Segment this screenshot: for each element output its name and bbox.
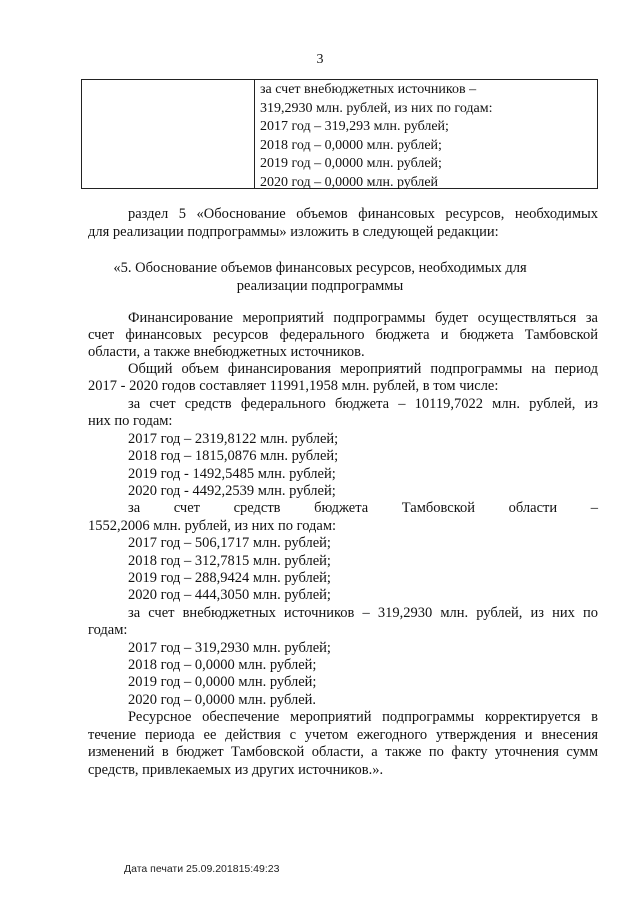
- year-line: 2017 год – 2319,8122 млн. рублей;: [128, 431, 339, 447]
- paragraph-line: области, а также внебюджетных источников.: [88, 344, 365, 360]
- year-line: 2020 год – 0,0000 млн. рублей.: [128, 692, 317, 708]
- paragraph-line: годам:: [88, 622, 128, 638]
- table-line: за счет внебюджетных источников –: [260, 82, 477, 97]
- paragraph-line: за счет средств федерального бюджета – 10119,7022 млн. рублей, из: [128, 396, 598, 412]
- intro-line: для реализации подпрограммы» изложить в следующей редакции:: [88, 224, 499, 240]
- paragraph-line: Финансирование мероприятий подпрограммы будет осуществляться за: [128, 310, 598, 326]
- year-line: 2019 год – 0,0000 млн. рублей;: [128, 674, 317, 690]
- year-line: 2018 год – 1815,0876 млн. рублей;: [128, 448, 339, 464]
- table-line: 2017 год – 319,293 млн. рублей;: [260, 119, 449, 134]
- paragraph-line: 1552,2006 млн. рублей, из них по годам:: [88, 518, 337, 534]
- year-line: 2020 год – 444,3050 млн. рублей;: [128, 587, 331, 603]
- table-right-cell: [255, 80, 597, 188]
- print-date: Дата печати 25.09.201815:49:23: [124, 863, 280, 875]
- table-line: 2020 год – 0,0000 млн. рублей: [260, 174, 439, 190]
- table-line: 319,2930 млн. рублей, из них по годам:: [260, 100, 493, 116]
- paragraph-line: за счет внебюджетных источников – 319,2930 млн. рублей, из них по: [128, 605, 598, 621]
- page-number: 3: [316, 52, 324, 67]
- year-line: 2020 год - 4492,2539 млн. рублей;: [128, 483, 336, 499]
- year-line: 2018 год – 312,7815 млн. рублей;: [128, 553, 331, 569]
- year-line: 2017 год – 319,2930 млн. рублей;: [128, 640, 331, 656]
- paragraph-line: за счет средств бюджета Тамбовской области –: [128, 500, 598, 516]
- paragraph-line: Ресурсное обеспечение мероприятий подпрограммы корректируется в: [128, 709, 598, 725]
- paragraph-line: них по годам:: [88, 413, 173, 429]
- financing-table: [81, 79, 598, 189]
- paragraph-line: изменений в бюджет Тамбовской области, а также по факту уточнения сумм: [88, 744, 598, 760]
- table-left-cell: [82, 80, 255, 188]
- paragraph-line: течение периода ее действия с учетом ежегодного утверждения и внесения: [88, 727, 598, 743]
- paragraph-line: средств, привлекаемых из других источников.».: [88, 762, 384, 778]
- year-line: 2017 год – 506,1717 млн. рублей;: [128, 535, 331, 551]
- year-line: 2018 год – 0,0000 млн. рублей;: [128, 657, 317, 673]
- year-line: 2019 год - 1492,5485 млн. рублей;: [128, 466, 336, 482]
- section-heading: «5. Обоснование объемов финансовых ресурсов, необходимых для: [113, 260, 527, 276]
- year-line: 2019 год – 288,9424 млн. рублей;: [128, 570, 331, 586]
- intro-line: раздел 5 «Обоснование объемов финансовых ресурсов, необходимых: [128, 206, 598, 222]
- table-line: 2018 год – 0,0000 млн. рублей;: [260, 137, 442, 153]
- paragraph-line: 2017 - 2020 годов составляет 11991,1958 млн. рублей, в том числе:: [88, 378, 499, 394]
- paragraph-line: счет финансовых ресурсов федерального бюджета и бюджета Тамбовской: [88, 327, 598, 343]
- section-heading: реализации подпрограммы: [236, 278, 404, 294]
- paragraph-line: Общий объем финансирования мероприятий подпрограммы на период: [128, 361, 598, 377]
- table-line: 2019 год – 0,0000 млн. рублей;: [260, 156, 442, 171]
